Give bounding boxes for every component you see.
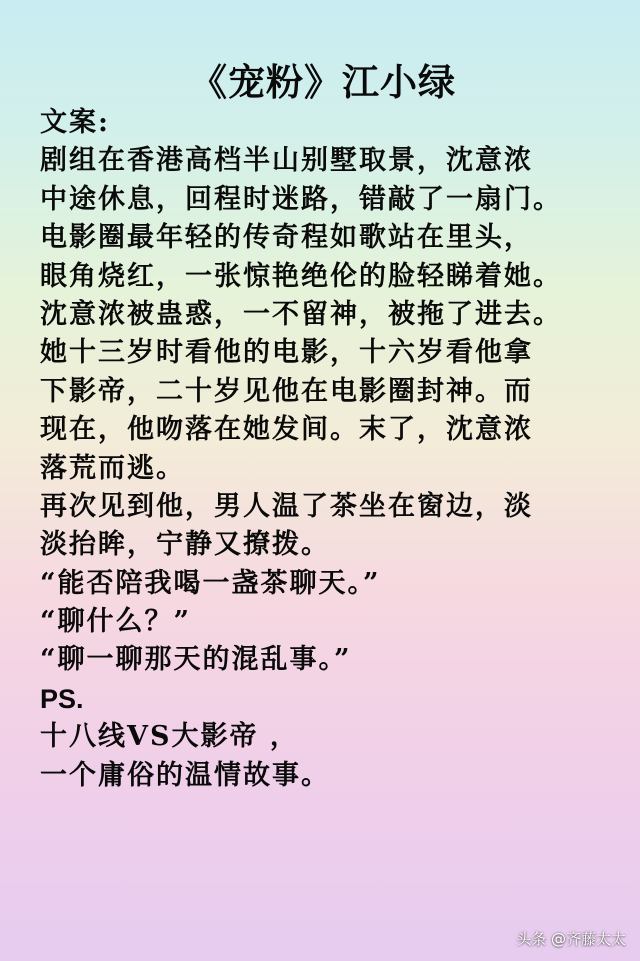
watermark: 头条 @齐藤太太: [516, 930, 626, 948]
text-line: 剧组在香港高档半山别墅取景，沈意浓: [40, 145, 533, 177]
text-line: 她十三岁时看他的电影，十六岁看他拿: [40, 337, 533, 369]
tagline-line: 十八线VS大影帝 ，: [40, 721, 299, 753]
text-line: 淡抬眸，宁静又撩拨。: [40, 529, 330, 561]
text-line: 落荒而逃。: [40, 452, 185, 484]
synopsis-text: [40, 104, 636, 795]
text-line: 眼角烧红，一张惊艳绝伦的脸轻睇着她。: [40, 260, 562, 292]
text-line: 中途休息，回程时迷路，错敲了一扇门。: [40, 183, 562, 215]
ps-label: PS.: [40, 683, 84, 714]
text-line: 电影圈最年轻的传奇程如歌站在里头，: [40, 222, 533, 254]
tagline-line: 一个庸俗的温情故事。: [40, 759, 330, 791]
text-line: 沈意浓被蛊惑，一不留神，被拖了进去。: [40, 298, 562, 330]
page-title: 《宠粉》江小绿: [190, 60, 456, 104]
quote-line: “聊一聊那天的混乱事。”: [40, 644, 352, 676]
text-line: 下影帝，二十岁见他在电影圈封神。而: [40, 375, 533, 407]
quote-line: “能否陪我喝一盏茶聊天。”: [40, 567, 381, 599]
text-line-label: 文案:: [40, 107, 110, 138]
text-line: 现在，他吻落在她发间。末了，沈意浓: [40, 414, 533, 446]
quote-line: “聊什么？”: [40, 606, 192, 638]
text-line: 再次见到他，男人温了茶坐在窗边，淡: [40, 490, 533, 522]
